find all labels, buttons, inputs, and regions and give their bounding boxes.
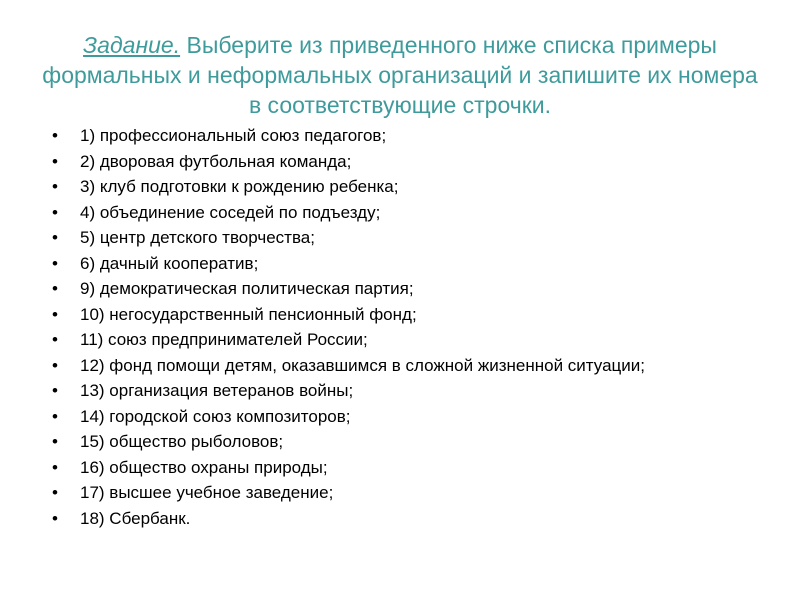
list-item [52, 509, 752, 528]
list-item [52, 254, 752, 273]
list-item [52, 483, 752, 502]
list-item [52, 152, 752, 171]
bullet-icon: • [52, 202, 58, 222]
list-item-text: 15) общество рыболовов; [80, 432, 284, 451]
task-lead: Задание. [83, 32, 181, 58]
list-item-text: 14) городской союз композиторов; [80, 406, 351, 426]
list-item [52, 228, 752, 247]
bullet-icon: • [52, 228, 58, 247]
bullet-icon: • [52, 483, 58, 502]
list-item-text: 1) профессиональный союз педагогов; [80, 126, 387, 145]
list-item-text: 12) фонд помощи детям, оказавшимся в сложной жизненной ситуации; [80, 355, 645, 375]
list-item [52, 305, 752, 324]
bullet-icon: • [52, 330, 58, 349]
bullet-icon: • [52, 126, 58, 145]
list-item [52, 203, 752, 222]
list-item-text: 3) клуб подготовки к рождению ребенка; [80, 177, 399, 196]
bullet-icon: • [52, 508, 58, 528]
bullet-icon: • [52, 355, 58, 375]
bullet-icon: • [52, 253, 58, 273]
bullet-icon: • [52, 304, 58, 324]
list-item-text: 9) демократическая политическая партия; [80, 279, 414, 298]
list-item [52, 458, 752, 477]
list-item [52, 356, 752, 375]
list-item-text: 6) дачный кооператив; [80, 253, 259, 273]
bullet-icon: • [52, 151, 58, 171]
bullet-icon: • [52, 457, 58, 477]
list-item-text: 2) дворовая футбольная команда; [80, 151, 352, 171]
list-item-text: 18) Сбербанк. [80, 508, 191, 528]
list-item [52, 279, 752, 298]
bullet-icon: • [52, 406, 58, 426]
list-item [52, 407, 752, 426]
list-item-text: 11) союз предпринимателей России; [80, 330, 368, 349]
bullet-icon: • [52, 381, 58, 400]
list-item-text: 5) центр детского творчества; [80, 228, 315, 247]
list-item [52, 330, 752, 349]
list-item-text: 4) объединение соседей по подъезду; [80, 202, 381, 222]
bullet-icon: • [52, 177, 58, 196]
list-item-text: 13) организация ветеранов войны; [80, 381, 354, 400]
task-text: Выберите из приведенного ниже списка примеры формальных и неформальных организаций и запишите их номера в соответствующие строчки. [42, 32, 758, 118]
list-item [52, 381, 752, 400]
list-item-text: 16) общество охраны природы; [80, 457, 328, 477]
list-item-text: 10) негосударственный пенсионный фонд; [80, 304, 417, 324]
bullet-icon: • [52, 279, 58, 298]
organization-list [52, 126, 752, 534]
list-item [52, 177, 752, 196]
list-item [52, 126, 752, 145]
bullet-icon: • [52, 432, 58, 451]
list-item [52, 432, 752, 451]
list-item-text: 17) высшее учебное заведение; [80, 483, 334, 502]
task-title [40, 30, 760, 120]
